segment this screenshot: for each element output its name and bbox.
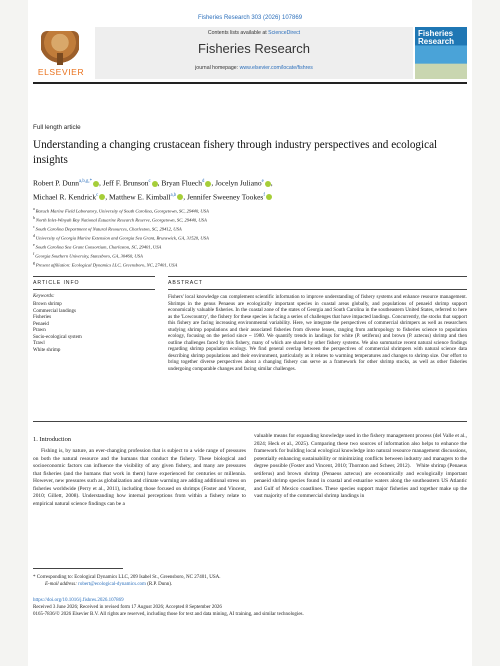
article-page — [28, 0, 472, 666]
header-divider — [33, 82, 467, 84]
author-name[interactable]: Matthew E. Kimball — [109, 192, 171, 201]
keyword-item: Trawl — [33, 341, 45, 346]
publisher-name: ELSEVIER — [37, 67, 85, 77]
footnote-divider — [33, 568, 123, 569]
author-name[interactable]: Jeff F. Brunson — [102, 178, 149, 188]
journal-cover-image[interactable] — [415, 27, 467, 79]
orcid-icon[interactable] — [266, 194, 272, 200]
keyword-item: Penaeid — [33, 321, 49, 327]
author-line-2: Michael R. Kendrick$^c$ , Matthew E. Kimball$^{a,b}$ , Jennifer Sweeney Tookes$^f$ — [33, 190, 463, 204]
journal-header — [33, 27, 467, 79]
author-affiliation-marker[interactable]: a,b — [170, 192, 177, 198]
affiliation-item: $^b$ North Inlet-Winyah Bay National Estuarine Research Reserve, Georgetown, SC, 29440, USA — [33, 216, 207, 223]
orcid-icon[interactable] — [99, 194, 105, 200]
keyword-item: White shrimp — [33, 347, 61, 353]
affiliations — [33, 206, 463, 269]
keywords-label: Keywords: — [33, 294, 55, 299]
keyword-item: Fisheries — [33, 315, 52, 320]
author-line-1: Robert P. Dunn$^{a,b,g,*}$ , Jeff F. Brunson$^c$ , Bryan Fluech$^d$ , Jocelyn Juliano$^e$ , — [33, 178, 273, 188]
author-affiliation-marker[interactable]: e — [261, 179, 264, 184]
keyword-item: Socio-ecological system — [33, 334, 82, 340]
email-link[interactable]: robert@ecological-dynamics.com — [78, 582, 146, 587]
author-name[interactable]: Bryan Fluech — [161, 178, 202, 188]
body-column-left: Fishing is, by nature, an ever-changing profession that is subject to a wide range of pressures on both the natural resource and the humans that conduct the fishery. These biological and socioeconomic factors can influence the visibility of any given fishery, and many are pressures that fisheries (and the humans that work in them) have experienced for centuries or millennia. However, new pressures such as globalization and climate warming are adding additional stress on fisheries worldwide (Perry et al., 2011), including those focused on shrimps (Foster and Vincent, 2010; Gillett, 2008). Understanding how internal perceptions from within a fishery relate to empirical natural science findings can be a — [33, 448, 246, 507]
doi-link[interactable]: https://doi.org/10.1016/j.fishres.2026.107869 — [33, 598, 124, 603]
cover-title: Fisheries Research — [418, 29, 455, 46]
author-name[interactable]: Jennifer Sweeney Tookes — [186, 192, 264, 201]
homepage-label: journal homepage: — [195, 65, 239, 71]
article-type: Full length article — [33, 124, 81, 131]
author-affiliation-marker[interactable]: f — [263, 192, 265, 198]
keyword-item: Prawn — [33, 328, 46, 333]
orcid-icon[interactable] — [93, 181, 99, 187]
abstract-text: Fishers' local knowledge can complement scientific information to improve understanding of fishery systems and enhance resource management. Shrimps in the genus Penaeus are ecologically important species in coastal areas globally, and populations of penaeid shrimp support economically valuable fisheries. In the coastal zone of the states of Georgia and South Carolina in the southeastern United States, referred to here as the 'Lowcountry', the fishery for these species is facing a series of challenges that have impacted landings. Concurrently, the stocks that support this fishery are facing increasing environmental variability. Here, we integrate the perspectives of commercial shrimpers as well as researchers studying shrimp populations and their associated fisheries from diverse lenses, ranging from anthropology to fisheries science to population ecology, focusing on the period since ~ 1980. We quantify trends in landings for white (P. setiferus) and brown (P. aztecus) shrimp and then outline challenges faced by this fishery, many of which are shared by other fishery systems. We also summarize recent natural science findings regarding shrimp population ecology. We find general overlap between the perspectives of commercial shrimpers with natural science data describing shrimp populations and their environment, particularly as it relates to warming temperatures and changes to shrimp size. Our effort to bring together diverse perspectives about a changing fishery can serve as a framework for other shrimp stocks, as well as other fisheries undergoing comparable changes and facing similar challenges. — [168, 294, 467, 373]
publication-info — [33, 597, 463, 618]
divider — [33, 421, 467, 422]
author-affiliation-marker[interactable]: a,b,g,* — [79, 179, 92, 184]
journal-citation[interactable]: Fisheries Research 303 (2026) 107869 — [197, 15, 303, 21]
affiliation-item: $^c$ South Carolina Department of Natural Resources, Charleston, SC, 29412, USA — [33, 225, 182, 232]
copyright-notice: 0165-7836/© 2026 Elsevier B.V. All rights are reserved, including those for text and data mining, AI training, and similar technologies. — [33, 612, 304, 617]
article-info-heading: ARTICLE INFO — [33, 280, 80, 286]
keyword-list — [33, 302, 82, 354]
divider — [33, 289, 155, 290]
section-heading: 1. Introduction — [33, 436, 71, 443]
received-dates: Received 3 June 2026; Received in revised form 17 August 2026; Accepted 8 September 2026 — [33, 605, 222, 610]
elsevier-logo[interactable] — [33, 29, 89, 79]
author-name[interactable]: Jocelyn Juliano — [215, 178, 262, 188]
sciencedirect-link[interactable]: ScienceDirect — [268, 30, 301, 36]
abstract-heading: ABSTRACT — [168, 280, 203, 286]
email-suffix: (R.P. Dunn). — [147, 582, 173, 587]
author-affiliation-marker[interactable]: d — [201, 179, 205, 184]
contents-text: Contents lists available at — [207, 30, 267, 36]
corresponding-author-note: * Corresponding to: Ecological Dynamics LLC, 209 Isabel St., Greensboro, NC 27401, USA. — [33, 575, 221, 580]
divider — [168, 276, 467, 277]
orcid-icon[interactable] — [265, 181, 271, 187]
journal-banner — [95, 27, 413, 79]
author-list — [33, 176, 463, 203]
affiliation-item: $^e$ South Carolina Sea Grant Consortium, Charleston, SC, 29401, USA — [33, 243, 162, 250]
email-label: E-mail address: — [45, 582, 77, 587]
orcid-icon[interactable] — [152, 181, 158, 187]
orcid-icon[interactable] — [205, 181, 211, 187]
affiliation-item: $^d$ University of Georgia Marine Extension and Georgia Sea Grant, Brunswick, GA, 31520, USA — [33, 234, 209, 241]
keyword-item: Commercial landings — [33, 308, 76, 314]
keyword-item: Brown shrimp — [33, 302, 62, 307]
affiliation-item: $^f$ Georgia Southern University, Statesboro, GA, 30460, USA — [33, 252, 143, 259]
affiliation-item: $^a$ Baruch Marine Field Laboratory, University of South Carolina, Georgetown, SC, 29440, USA — [33, 207, 209, 214]
orcid-icon[interactable] — [177, 194, 183, 200]
author-name[interactable]: Robert P. Dunn — [33, 178, 80, 188]
divider — [168, 289, 467, 290]
author-affiliation-marker[interactable]: c — [148, 179, 151, 184]
affiliation-item: $^g$ Present affiliation: Ecological Dynamics LLC, Greensboro, NC, 27401, USA — [33, 261, 178, 268]
homepage-link[interactable]: www.elsevier.com/locate/fishres — [239, 65, 313, 71]
article-title: Understanding a changing crustacean fishery through industry perspectives and ecological insights — [33, 139, 438, 166]
author-name[interactable]: Michael R. Kendrick — [33, 192, 97, 201]
journal-title: Fisheries Research — [198, 41, 310, 56]
author-affiliation-marker[interactable]: c — [96, 192, 99, 198]
divider — [33, 276, 155, 277]
body-column-right: valuable means for expanding knowledge used in the fishery management process (del Valle et al., 2024; Heck et al., 2025). Comparing these two sources of information also helps to enhance the framework for building local ecological knowledge into natural resource management discussions, potentially enhancing sustainability or minimizing conflicts between industry and managers to the degree possible (Foster and Vincent, 2010; Thornton and Scheer, 2012). White shrimp (Penaeus setiferus) and brown shrimp (Penaeus aztecus) are economically and ecologically important penaeid shrimp species found in coastal and estuarine waters along the southeastern US Atlantic and Gulf of Mexico coastlines. These species support major fisheries and together make up the vast majority of the commercial shrimp landings in — [254, 433, 467, 499]
footnote — [33, 574, 463, 588]
